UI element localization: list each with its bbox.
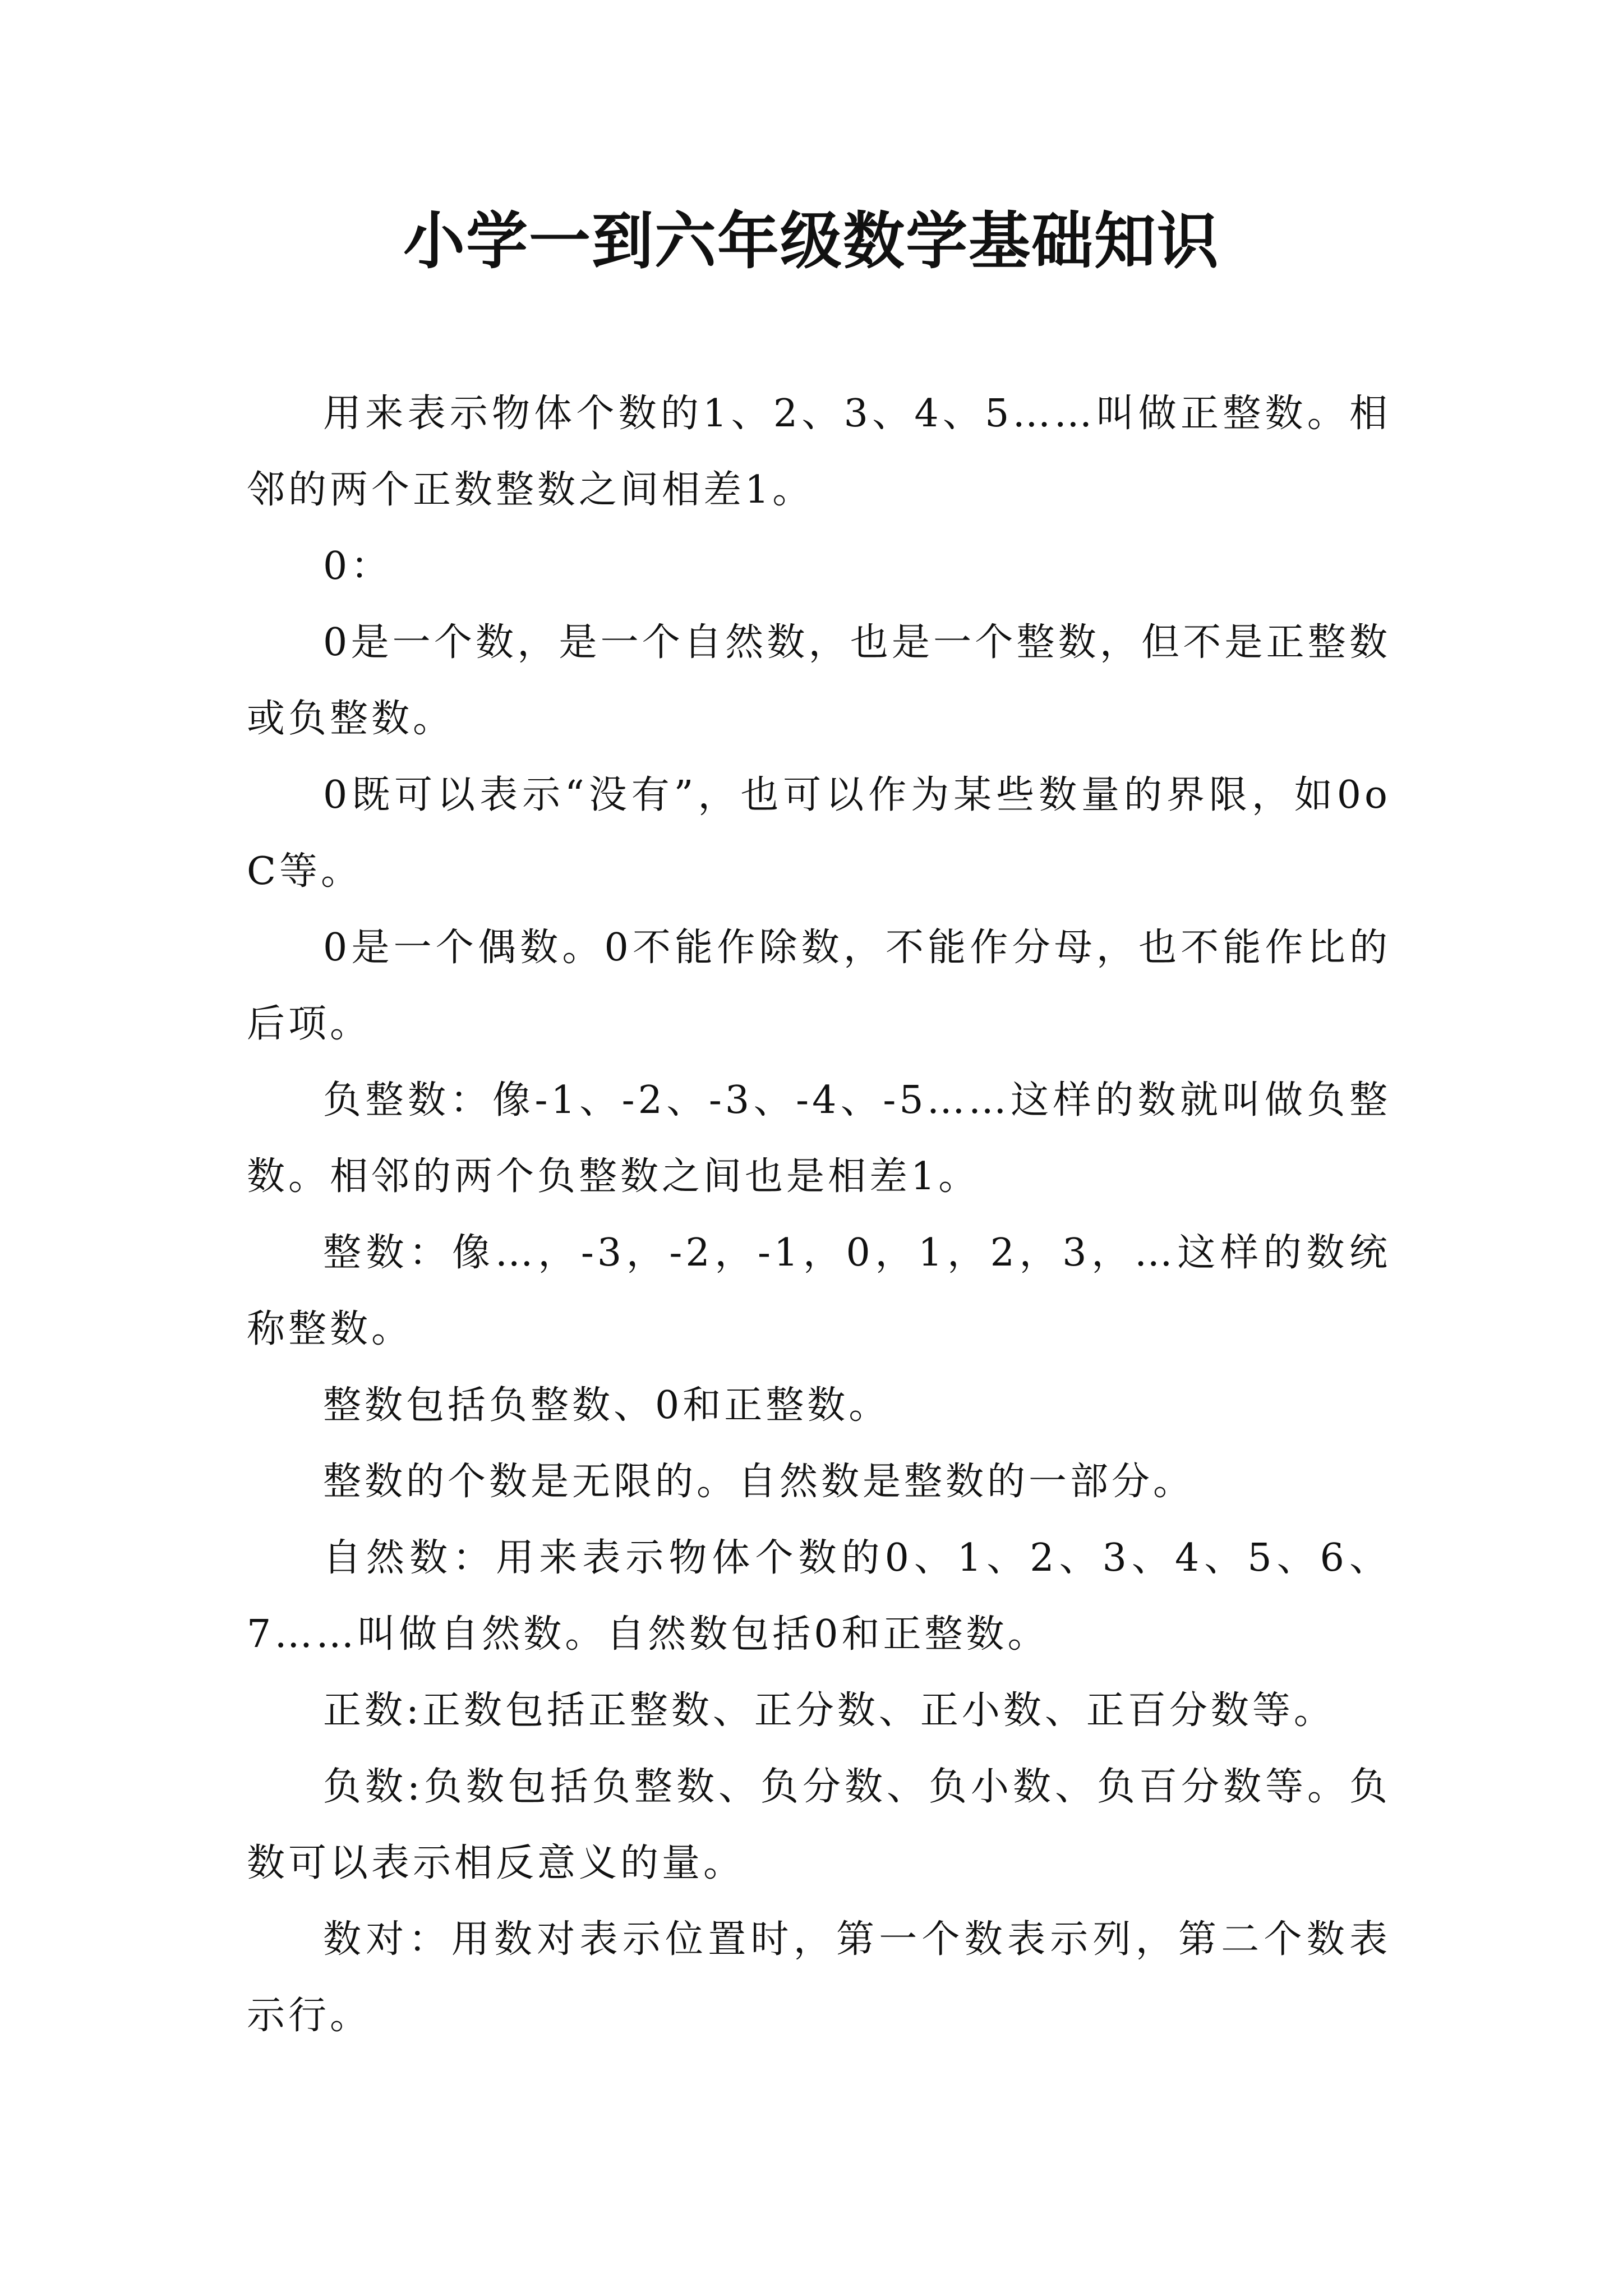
paragraph-number-pairs: 数对：用数对表示位置时，第一个数表示列，第二个数表示行。 (247, 1917, 1391, 2038)
paragraph-zero-heading: 0： (323, 544, 393, 588)
paragraph-positive-numbers: 正数:正数包括正整数、正分数、正小数、正百分数等。 (323, 1688, 1335, 1733)
paragraph-negative-numbers: 负数:负数包括负整数、负分数、负小数、负百分数等。负数可以表示相反意义的量。 (247, 1765, 1391, 1885)
paragraph-negative-integers: 负整数：像-1、-2、-3、-4、-5……这样的数就叫做负整数。相邻的两个负整数之间也是相差1。 (247, 1078, 1391, 1199)
paragraph-natural-numbers: 自然数：用来表示物体个数的0、1、2、3、4、5、6、7……叫做自然数。自然数包括0和正整数。 (247, 1536, 1391, 1657)
page-title: 小学一到六年级数学基础知识 (403, 205, 1220, 277)
paragraph-integers-include: 整数包括负整数、0和正整数。 (323, 1383, 891, 1428)
paragraph-zero-is-number: 0是一个数，是一个自然数，也是一个整数，但不是正整数或负整数。 (247, 620, 1391, 741)
paragraph-positive-integers: 用来表示物体个数的1、2、3、4、5……叫做正整数。相邻的两个正数整数之间相差1。 (247, 392, 1391, 512)
paragraph-zero-meaning: 0既可以表示“没有”，也可以作为某些数量的界限，如0oC等。 (247, 773, 1391, 894)
paragraph-zero-even: 0是一个偶数。0不能作除数，不能作分母，也不能作比的后项。 (247, 926, 1391, 1046)
paragraph-integers: 整数：像…，-3，-2，-1，0，1，2，3，…这样的数统称整数。 (247, 1231, 1391, 1351)
paragraph-integers-infinite: 整数的个数是无限的。自然数是整数的一部分。 (323, 1460, 1195, 1504)
document-body (247, 376, 1391, 2054)
